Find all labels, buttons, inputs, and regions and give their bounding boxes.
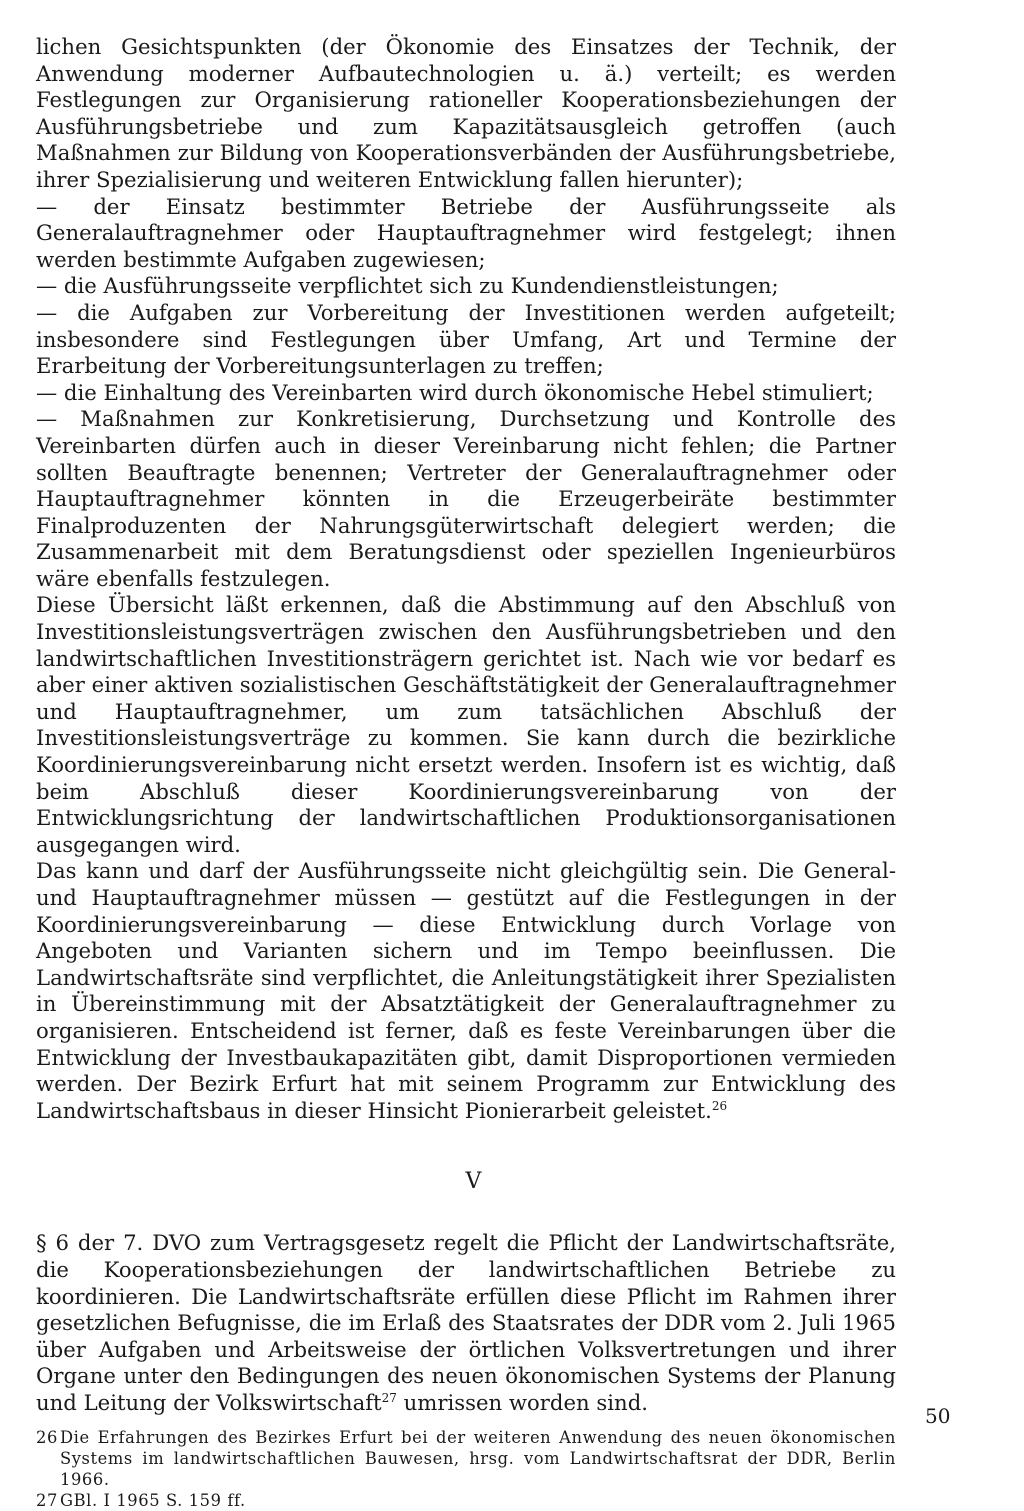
list-item: — die Aufgaben zur Vorbereitung der Investitionen werden aufgeteilt; insbesondere sind Festlegungen über Umfang, Art und Termine der Erarbeitung der Vorbereitungsunterlagen zu treffen; [36, 300, 896, 380]
page-number: 50 [925, 1404, 950, 1428]
list-item: — die Ausführungsseite verpflichtet sich zu Kundendienstleistungen; [36, 273, 896, 300]
paragraph-continuation: lichen Gesichtspunkten (der Ökonomie des Einsatzes der Technik, der Anwendung moderner Aufbautechnologien u. ä.) verteilt; es werden Festlegungen zur Organisierung rationeller Kooperationsbeziehungen der Ausführungsbetriebe und zum Kapazitätsausgleich getroffen (auch Maßnahmen zur Bildung von Kooperationsverbänden der Ausführungsbetriebe, ihrer Spezialisierung und weiteren Entwicklung fallen hierunter); [36, 34, 896, 194]
body-text [36, 1230, 896, 1416]
paragraph [36, 1230, 896, 1416]
list-item: — die Einhaltung des Vereinbarten wird durch ökonomische Hebel stimuliert; [36, 380, 896, 407]
footnote [36, 1490, 896, 1511]
footnote-text: GBl. I 1965 S. 159 ff. [60, 1491, 246, 1510]
footnote [36, 1427, 896, 1491]
paragraph-text: § 6 der 7. DVO zum Vertragsgesetz regelt die Pflicht der Landwirtschaftsräte, die Kooperationsbeziehungen der landwirtschaftlichen Betriebe zu koordinieren. Die Landwirtschaftsräte erfüllen diese Pflicht im Rahmen ihrer gesetzlichen Befugnisse, die im Erlaß des Staatsrates der DDR vom 2. Juli 1965 über Aufgaben und Arbeitsweise der örtlichen Volksvertretungen und ihrer Organe unter den Bedingungen des neuen ökonomischen Systems der Planung und Leitung der Volkswirtschaft [36, 1230, 896, 1415]
footnotes [36, 1427, 896, 1511]
paragraph [36, 858, 896, 1124]
section-heading: V [36, 1169, 896, 1195]
footnote-reference: 26 [712, 1099, 727, 1113]
list-item: — Maßnahmen zur Konkretisierung, Durchsetzung und Kontrolle des Vereinbarten dürfen auch in dieser Vereinbarung nicht fehlen; die Partner sollten Beauftragte benennen; Vertreter der Generalauftragnehmer oder Hauptauftragnehmer könnten in die Erzeugerbeiräte bestimmter Finalproduzenten der Nahrungsgüterwirtschaft delegiert werden; die Zusammenarbeit mit dem Beratungsdienst oder speziellen Ingenieurbüros wäre ebenfalls festzulegen. [36, 406, 896, 592]
paragraph-text-end: umrissen worden sind. [397, 1390, 648, 1415]
list-item: — der Einsatz bestimmter Betriebe der Ausführungsseite als Generalauftragnehmer oder Hauptauftragnehmer wird festgelegt; ihnen werden bestimmte Aufgaben zugewiesen; [36, 194, 896, 274]
footnote-number: 26 [36, 1427, 60, 1448]
body-text [36, 34, 896, 1124]
document-page [36, 34, 896, 1511]
paragraph: Diese Übersicht läßt erkennen, daß die Abstimmung auf den Abschluß von Investitionsleistungsverträgen zwischen den Ausführungsbetrieben und den landwirtschaftlichen Investitionsträgern gerichtet ist. Nach wie vor bedarf es aber einer aktiven sozialistischen Geschäftstätigkeit der Generalauftragnehmer und Hauptauftragnehmer, um zum tatsächlichen Abschluß der Investitionsleistungsverträge zu kommen. Sie kann durch die bezirkliche Koordinierungsvereinbarung nicht ersetzt werden. Insofern ist es wichtig, daß beim Abschluß dieser Koordinierungsvereinbarung von der Entwicklungsrichtung der landwirtschaftlichen Produktionsorganisationen ausgegangen wird. [36, 592, 896, 858]
footnote-reference: 27 [382, 1391, 397, 1405]
footnote-text: Die Erfahrungen des Bezirkes Erfurt bei der weiteren Anwendung des neuen ökonomischen Systems im landwirtschaftlichen Bauwesen, hrsg. vom Landwirtschaftsrat der DDR, Berlin 1966. [60, 1428, 896, 1489]
footnote-number: 27 [36, 1490, 60, 1511]
paragraph-text: Das kann und darf der Ausführungsseite nicht gleichgültig sein. Die General- und Hauptauftragnehmer müssen — gestützt auf die Festlegungen in der Koordinierungsvereinbarung — diese Entwicklung durch Vorlage von Angeboten und Varianten sichern und im Tempo beeinflussen. Die Landwirtschaftsräte sind verpflichtet, die Anleitungstätigkeit ihrer Spezialisten in Übereinstimmung mit der Absatztätigkeit der Generalauftragnehmer zu organisieren. Entscheidend ist ferner, daß es feste Vereinbarungen über die Entwicklung der Investbaukapazitäten gibt, damit Disproportionen vermieden werden. Der Bezirk Erfurt hat mit seinem Programm zur Entwicklung des Landwirtschaftsbaus in dieser Hinsicht Pionierarbeit geleistet. [36, 858, 896, 1122]
